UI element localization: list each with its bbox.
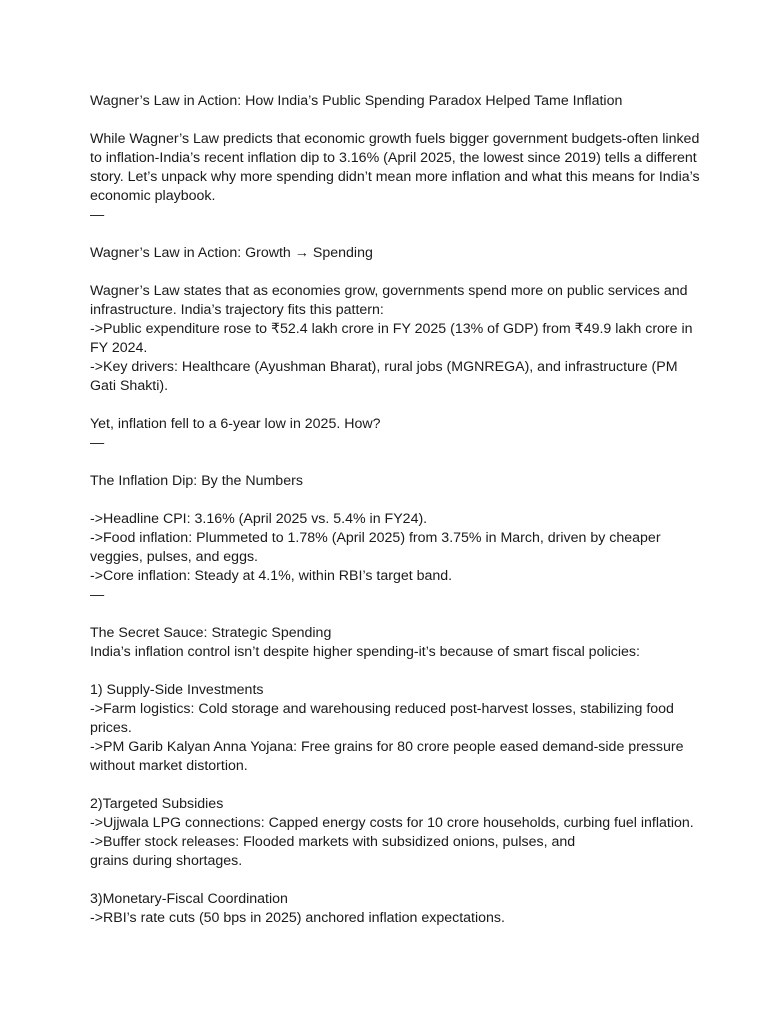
section3-heading: The Secret Sauce: Strategic Spending xyxy=(90,625,332,641)
intro-paragraph: While Wagner’s Law predicts that economic growth fuels bigger government budgets-often linked to inflation-India’s recent inflation dip to 3.16% (April 2025, the lowest since 2019) tells a different story. Let’s unpack why more spending didn’t mean more inflation and what this means for India’s economic playbook. xyxy=(90,131,700,204)
section1-body: Wagner’s Law states that as economies grow, governments spend more on public services and infrastructure. India’s trajectory fits this pattern: xyxy=(90,283,688,318)
divider: — xyxy=(90,207,105,223)
sub2-bullet: ->Ujjwala LPG connections: Capped energy costs for 10 crore households, curbing fuel inflation. xyxy=(90,815,694,831)
spacer xyxy=(90,605,700,624)
sub1-bullet: ->PM Garib Kalyan Anna Yojana: Free grains for 80 crore people eased demand-side pressure without market distortion. xyxy=(90,739,684,774)
sub2-heading: 2)Targeted Subsidies xyxy=(90,796,224,812)
section1-bullet: ->Key drivers: Healthcare (Ayushman Bharat), rural jobs (MGNREGA), and infrastructure (PM Gati Shakti). xyxy=(90,359,678,394)
section3-body: India’s inflation control isn’t despite higher spending-it’s because of smart fiscal policies: xyxy=(90,644,640,660)
spacer xyxy=(90,225,700,244)
spacer xyxy=(90,396,700,415)
section1-bullet: ->Public expenditure rose to ₹52.4 lakh crore in FY 2025 (13% of GDP) from ₹49.9 lakh crore in FY 2024. xyxy=(90,321,693,356)
section2-bullet: ->Headline CPI: 3.16% (April 2025 vs. 5.4% in FY24). xyxy=(90,511,428,527)
document-page xyxy=(90,92,700,928)
section1-heading: Wagner’s Law in Action: Growth → Spending xyxy=(90,245,373,261)
sub2-bullet-line: ->Buffer stock releases: Flooded markets with subsidized onions, pulses, and xyxy=(90,834,576,850)
section2-heading: The Inflation Dip: By the Numbers xyxy=(90,473,303,489)
document-title: Wagner’s Law in Action: How India’s Public Spending Paradox Helped Tame Inflation xyxy=(90,93,623,109)
sub2-bullet xyxy=(90,833,700,871)
spacer xyxy=(90,871,700,890)
sub1-heading: 1) Supply-Side Investments xyxy=(90,682,264,698)
spacer xyxy=(90,263,700,282)
section1-closing: Yet, inflation fell to a 6-year low in 2025. How? xyxy=(90,416,381,432)
sub1-bullet: ->Farm logistics: Cold storage and warehousing reduced post-harvest losses, stabilizing food prices. xyxy=(90,701,674,736)
sub2-bullet-line: grains during shortages. xyxy=(90,853,243,869)
spacer xyxy=(90,111,700,130)
section2-bullet: ->Core inflation: Steady at 4.1%, within RBI’s target band. xyxy=(90,568,453,584)
spacer xyxy=(90,453,700,472)
spacer xyxy=(90,491,700,510)
sub3-heading: 3)Monetary-Fiscal Coordination xyxy=(90,891,288,907)
divider: — xyxy=(90,587,105,603)
section2-bullet: ->Food inflation: Plummeted to 1.78% (April 2025) from 3.75% in March, driven by cheaper veggies, pulses, and eggs. xyxy=(90,530,661,565)
spacer xyxy=(90,662,700,681)
divider: — xyxy=(90,435,105,451)
spacer xyxy=(90,776,700,795)
sub3-bullet: ->RBI’s rate cuts (50 bps in 2025) anchored inflation expectations. xyxy=(90,910,505,926)
